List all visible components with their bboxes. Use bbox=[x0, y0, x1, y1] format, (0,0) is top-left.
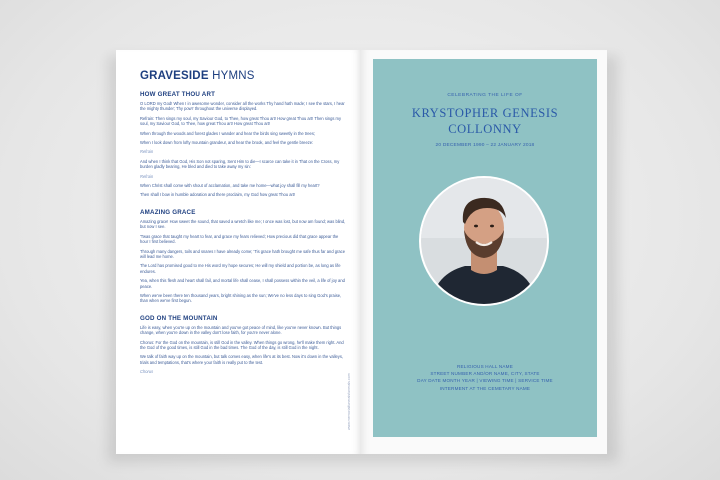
hymn-list bbox=[140, 91, 346, 383]
hymn-verse: When through the woods and forest glades I wander and hear the birds sing sweetly in the trees; bbox=[140, 130, 315, 136]
hymns-title-rest: HYMNS bbox=[212, 70, 255, 82]
left-page bbox=[116, 50, 361, 454]
hymn-verse: Chorus: For the God on the mountain, is still God in the valley. When things go wrong, he'll make them right. And the God of the good times, is still God in the bad times. The God of the day, is still God in the night. bbox=[140, 339, 344, 350]
hymn-title: GOD ON THE MOUNTAIN bbox=[140, 314, 218, 322]
hymns-column bbox=[140, 70, 346, 383]
venue-name: RELIGIOUS HALL NAME bbox=[457, 364, 513, 369]
hymn-verse: Yea, when this flesh and heart shall fail, and mortal life shall cease, I shall possess within the veil, a life of joy and peace. bbox=[140, 278, 345, 289]
hymn-verse: When I look down from lofty mountain grandeur, and hear the brook, and feel the gentle breeze: bbox=[140, 140, 314, 146]
portrait-icon bbox=[421, 178, 547, 304]
name-line-1: KRYSTOPHER GENESIS bbox=[411, 106, 559, 120]
hymn-verse: And when I think that God, His Son not sparing, Sent Him to die—I scarce can take it in That on the Cross, my burden gladly bearing, He bled and died to take away my sin: bbox=[140, 158, 340, 170]
hymn-verse: Through many dangers, toils and snares I have already come; 'Tis grace hath brought me safe thus far and grace will lead me home. bbox=[140, 248, 345, 259]
hymn-refrain-marker: Refrain bbox=[140, 173, 154, 179]
watermark-text: www.memorialfuneralsfunerals.com bbox=[347, 373, 351, 430]
hymn-spacer bbox=[140, 308, 346, 312]
portrait-photo bbox=[419, 176, 549, 306]
life-dates: 20 DECEMBER 1990 – 22 JANUARY 2018 bbox=[435, 143, 535, 148]
right-page bbox=[361, 50, 607, 454]
hymn-verse: Then shall I bow in humble adoration and there proclaim, my God how great Thou art! bbox=[140, 192, 296, 198]
watermark bbox=[347, 350, 353, 430]
hymns-title-bold: GRAVESIDE bbox=[140, 70, 209, 82]
service-details bbox=[373, 363, 597, 392]
hymn-verse: Life is easy, when you're up on the mountain and you've got peace of mind, like you've never known. But things change, when you're down in the valley don't lose faith, for you're never alone. bbox=[140, 324, 342, 336]
cover-panel bbox=[373, 59, 597, 437]
hymn-spacer bbox=[140, 202, 346, 206]
hymns-title bbox=[140, 70, 346, 82]
hymn-verse: Refrain: Then sings my soul, my Saviour God, to Thee, how great Thou art! How great Thou art! Then sings my soul, my Saviour God, to Thee, how great Thou art! How great Thou art! bbox=[140, 115, 341, 127]
hymn-refrain-marker: Refrain bbox=[140, 149, 154, 155]
hymn-verse: The Lord has promised good to me His word my hope secures; He will my shield and portion be, as long as life endures. bbox=[140, 263, 341, 274]
hymn-verse: Amazing grace! How sweet the sound, that saved a wretch like me; I once was lost, but now am found; was blind, but now I see. bbox=[140, 218, 346, 230]
service-times: DAY DATE MONTH YEAR | VIEWING TIME | SERVICE TIME bbox=[417, 378, 553, 384]
deceased-name bbox=[373, 105, 597, 137]
hymn-verse: 'Twas grace that taught my heart to fear, and grace my fears relieved; How precious did that grace appear the hour I first believed. bbox=[140, 233, 339, 245]
hymn-verse: When Christ shall come with shout of acclamation, and take me home—what joy shall fill my heart? bbox=[140, 183, 320, 189]
hymn-verse: When we've been there ten thousand years, bright shining as the sun; We've no less days to sing God's praise, than when we've first begun. bbox=[140, 292, 342, 304]
interment-location: INTERMENT AT THE CEMETARY NAME bbox=[439, 385, 531, 391]
hymn-title: AMAZING GRACE bbox=[140, 208, 196, 216]
hymn-refrain-marker: Chorus bbox=[140, 369, 154, 375]
venue-street: STREET NUMBER AND/OR NAME, CITY, STATE bbox=[430, 371, 540, 377]
name-line-2: COLLONNY bbox=[448, 122, 522, 136]
hymn-verse: O LORD my God! When I in awesome wonder, consider all the works Thy hand hath made; I see the stars, I hear the mighty thunder; Thy pow'r throughout the universe displayed. bbox=[140, 101, 345, 112]
hymn-spacer bbox=[140, 379, 346, 383]
hymn-title: HOW GREAT THOU ART bbox=[140, 91, 216, 98]
hymn-verse: We talk of faith way up on the mountain, but talk comes easy, when life's at its best. Now it's down in the valleys, trials and temptations, that's where your faith is really put to the test. bbox=[140, 354, 344, 365]
celebrating-label: CELEBRATING THE LIFE OF bbox=[447, 93, 523, 98]
